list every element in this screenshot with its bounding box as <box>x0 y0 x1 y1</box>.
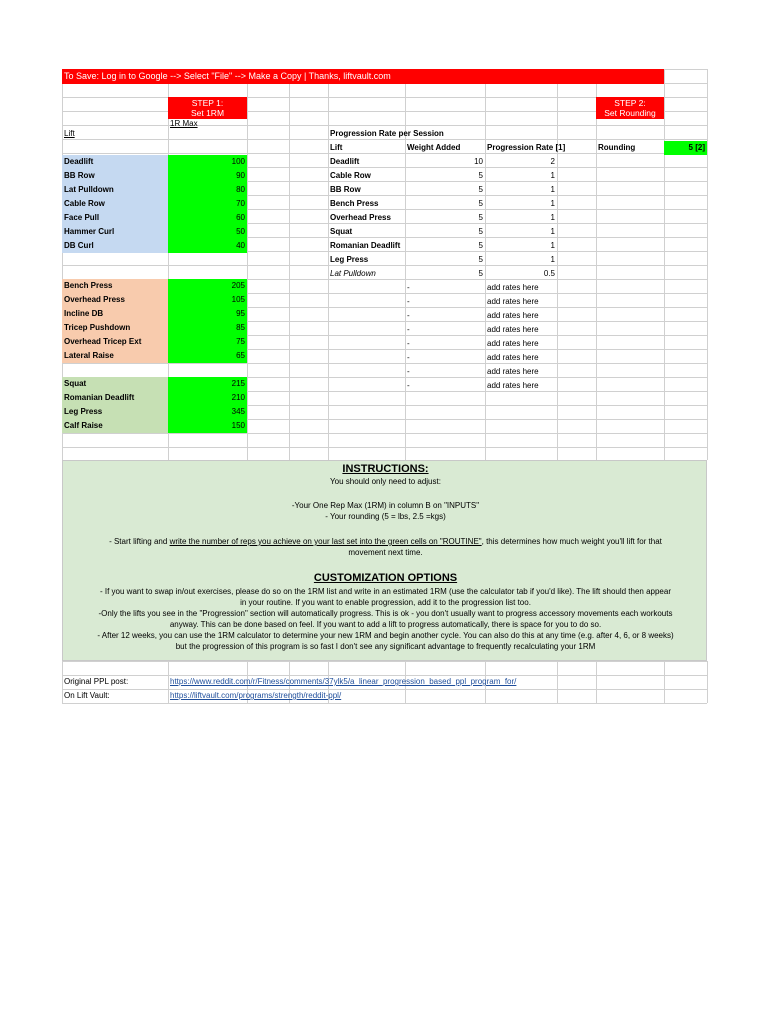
customization-line: in your routine. If you want to enable progression, add it to the progression list too. <box>240 598 531 607</box>
lift-name: Hammer Curl <box>62 225 168 239</box>
progression-placeholder-rate[interactable]: add rates here <box>487 283 539 292</box>
customization-line: - After 12 weeks, you can use the 1RM calculator to determine your new 1RM and begin another cycle. You can also do this at any time (e.g. after 4, 6, or 8 weeks) <box>97 631 674 640</box>
instructions-heading: INSTRUCTIONS: <box>342 463 429 475</box>
one-rm-input-cell[interactable]: 95 <box>168 307 247 321</box>
rounding-label: Rounding <box>598 143 636 152</box>
grid-col-line <box>707 69 708 460</box>
instructions-panel <box>62 460 707 661</box>
customization-line: but the progression of this program is so fast I don't see any significant advantage to frequently recalculating your 1RM <box>175 642 596 651</box>
progression-placeholder-rate[interactable]: add rates here <box>487 297 539 306</box>
instructions-intro: You should only need to adjust: <box>330 477 441 486</box>
progression-lift: Lat Pulldown <box>330 269 376 278</box>
customization-line: -Only the lifts you see in the "Progression" section will automatically progress. This is ok - you don't usually want to progress accessory movements each workouts <box>98 609 673 618</box>
rounding-value-cell[interactable]: 5 [2] <box>664 141 707 155</box>
one-rm-input-cell[interactable]: 75 <box>168 335 247 349</box>
lift-name: BB Row <box>62 169 168 183</box>
one-rm-input-cell[interactable]: 345 <box>168 405 247 419</box>
one-rm-input-cell[interactable]: 210 <box>168 391 247 405</box>
progression-placeholder-weight[interactable]: - <box>407 325 410 334</box>
lift-name: Deadlift <box>62 155 168 169</box>
progression-placeholder-rate[interactable]: add rates here <box>487 381 539 390</box>
save-banner: To Save: Log in to Google --> Select "File" --> Make a Copy | Thanks, liftvault.com <box>62 69 664 84</box>
step2-line2: Set Rounding <box>604 108 656 118</box>
lift-name: DB Curl <box>62 239 168 253</box>
lift-name: Romanian Deadlift <box>62 391 168 405</box>
lift-name: Bench Press <box>62 279 168 293</box>
grid-col-line <box>707 661 708 703</box>
grid-row-line <box>62 433 707 434</box>
link-label-ppl: Original PPL post: <box>64 677 129 686</box>
customization-heading: CUSTOMIZATION OPTIONS <box>313 572 458 584</box>
lift-name: Leg Press <box>62 405 168 419</box>
progression-rate-cell[interactable]: 1 <box>550 199 555 208</box>
progression-placeholder-rate[interactable]: add rates here <box>487 353 539 362</box>
grid-row-line <box>62 703 707 704</box>
step1-line1: STEP 1: <box>191 98 224 108</box>
grid-row-line <box>62 661 707 662</box>
step1-line2: Set 1RM <box>190 108 225 118</box>
instructions-lift-line <box>63 537 708 547</box>
progression-placeholder-rate[interactable]: add rates here <box>487 367 539 376</box>
progression-col-rate: Progression Rate [1] <box>487 143 566 152</box>
one-rm-input-cell[interactable]: 50 <box>168 225 247 239</box>
one-rm-input-cell[interactable]: 65 <box>168 349 247 363</box>
link-ppl-post[interactable]: https://www.reddit.com/r/Fitness/comments/37ylk5/a_linear_progression_based_ppl_program_for/ <box>170 677 517 686</box>
step2-line1: STEP 2: <box>614 98 646 108</box>
link-label-liftvault: On Lift Vault: <box>64 691 110 700</box>
progression-rate-cell[interactable]: 1 <box>550 241 555 250</box>
one-rm-input-cell[interactable]: 150 <box>168 419 247 433</box>
lift-name: Overhead Press <box>62 293 168 307</box>
progression-weight-cell[interactable]: 5 <box>478 185 483 194</box>
spreadsheet <box>62 69 707 703</box>
progression-placeholder-weight[interactable]: - <box>407 339 410 348</box>
progression-weight-cell[interactable]: 5 <box>478 255 483 264</box>
lift-name: Tricep Pushdown <box>62 321 168 335</box>
link-liftvault[interactable]: https://liftvault.com/programs/strength/reddit-ppl/ <box>170 691 342 700</box>
grid-row-line <box>62 363 707 364</box>
lift-name: Overhead Tricep Ext <box>62 335 168 349</box>
customization-line: anyway. This can be done based on feel. If you want to add a lift to progress automatically, there is space for you to do so. <box>169 620 602 629</box>
progression-col-weight: Weight Added <box>407 143 461 152</box>
progression-placeholder-rate[interactable]: add rates here <box>487 325 539 334</box>
one-rm-header: 1R Max <box>170 119 198 128</box>
lift-name: Calf Raise <box>62 419 168 433</box>
one-rm-input-cell[interactable]: 105 <box>168 293 247 307</box>
progression-placeholder-weight[interactable]: - <box>407 297 410 306</box>
progression-lift: BB Row <box>330 185 361 194</box>
progression-lift: Bench Press <box>330 199 379 208</box>
progression-weight-cell[interactable]: 5 <box>478 213 483 222</box>
progression-lift: Romanian Deadlift <box>330 241 401 250</box>
progression-placeholder-rate[interactable]: add rates here <box>487 339 539 348</box>
lift-name: Squat <box>62 377 168 391</box>
progression-placeholder-weight[interactable]: - <box>407 353 410 362</box>
one-rm-input-cell[interactable]: 215 <box>168 377 247 391</box>
progression-rate-cell[interactable]: 1 <box>550 171 555 180</box>
instructions-item-rounding: - Your rounding (5 = lbs, 2.5 =kgs) <box>325 512 446 521</box>
one-rm-input-cell[interactable]: 205 <box>168 279 247 293</box>
instructions-lift-underlined: write the number of reps you achieve on your last set into the green cells on "ROUTINE" <box>169 537 482 546</box>
progression-weight-cell[interactable]: 5 <box>478 241 483 250</box>
instructions-lift-line2: movement next time. <box>348 548 423 557</box>
one-rm-input-cell[interactable]: 80 <box>168 183 247 197</box>
progression-weight-cell[interactable]: 5 <box>478 199 483 208</box>
instructions-lift-pre: - Start lifting and <box>109 537 170 546</box>
progression-weight-cell[interactable]: 5 <box>478 269 483 278</box>
instructions-item-1rm: -Your One Rep Max (1RM) in column B on "INPUTS" <box>291 501 480 510</box>
progression-lift: Squat <box>330 227 353 236</box>
one-rm-input-cell[interactable]: 40 <box>168 239 247 253</box>
lift-header: Lift <box>64 129 75 138</box>
progression-weight-cell[interactable]: 5 <box>478 227 483 236</box>
progression-placeholder-weight[interactable]: - <box>407 381 410 390</box>
progression-rate-cell[interactable]: 1 <box>550 255 555 264</box>
instructions-lift-post: , this determines how much weight you'll lift for that <box>481 537 662 546</box>
progression-lift: Cable Row <box>330 171 371 180</box>
lift-name: Lateral Raise <box>62 349 168 363</box>
progression-rate-cell[interactable]: 1 <box>550 213 555 222</box>
grid-row-line <box>62 125 707 126</box>
one-rm-input-cell[interactable]: 85 <box>168 321 247 335</box>
one-rm-input-cell[interactable]: 60 <box>168 211 247 225</box>
progression-placeholder-weight[interactable]: - <box>407 367 410 376</box>
progression-title: Progression Rate per Session <box>330 129 444 138</box>
one-rm-input-cell[interactable]: 90 <box>168 169 247 183</box>
progression-weight-cell[interactable]: 5 <box>478 171 483 180</box>
one-rm-input-cell[interactable]: 100 <box>168 155 247 169</box>
progression-placeholder-weight[interactable]: - <box>407 283 410 292</box>
grid-row-line <box>62 447 707 448</box>
progression-rate-cell[interactable]: 1 <box>550 227 555 236</box>
lift-name: Lat Pulldown <box>62 183 168 197</box>
progression-weight-cell[interactable]: 10 <box>474 157 483 166</box>
lift-name: Face Pull <box>62 211 168 225</box>
progression-rate-cell[interactable]: 1 <box>550 185 555 194</box>
customization-line: - If you want to swap in/out exercises, please do so on the 1RM list and write in an estimated 1RM (use the calculator tab if you'd like). The lift should then appear <box>99 587 671 596</box>
one-rm-input-cell[interactable]: 70 <box>168 197 247 211</box>
progression-rate-cell[interactable]: 0.5 <box>543 269 555 278</box>
progression-rate-cell[interactable]: 2 <box>550 157 555 166</box>
lift-name: Incline DB <box>62 307 168 321</box>
progression-lift: Deadlift <box>330 157 360 166</box>
progression-placeholder-rate[interactable]: add rates here <box>487 311 539 320</box>
progression-placeholder-weight[interactable]: - <box>407 311 410 320</box>
progression-lift: Overhead Press <box>330 213 391 222</box>
progression-col-lift: Lift <box>330 143 343 152</box>
progression-lift: Leg Press <box>330 255 369 264</box>
step2-box <box>596 97 664 119</box>
lift-name: Cable Row <box>62 197 168 211</box>
step1-box <box>168 97 247 119</box>
